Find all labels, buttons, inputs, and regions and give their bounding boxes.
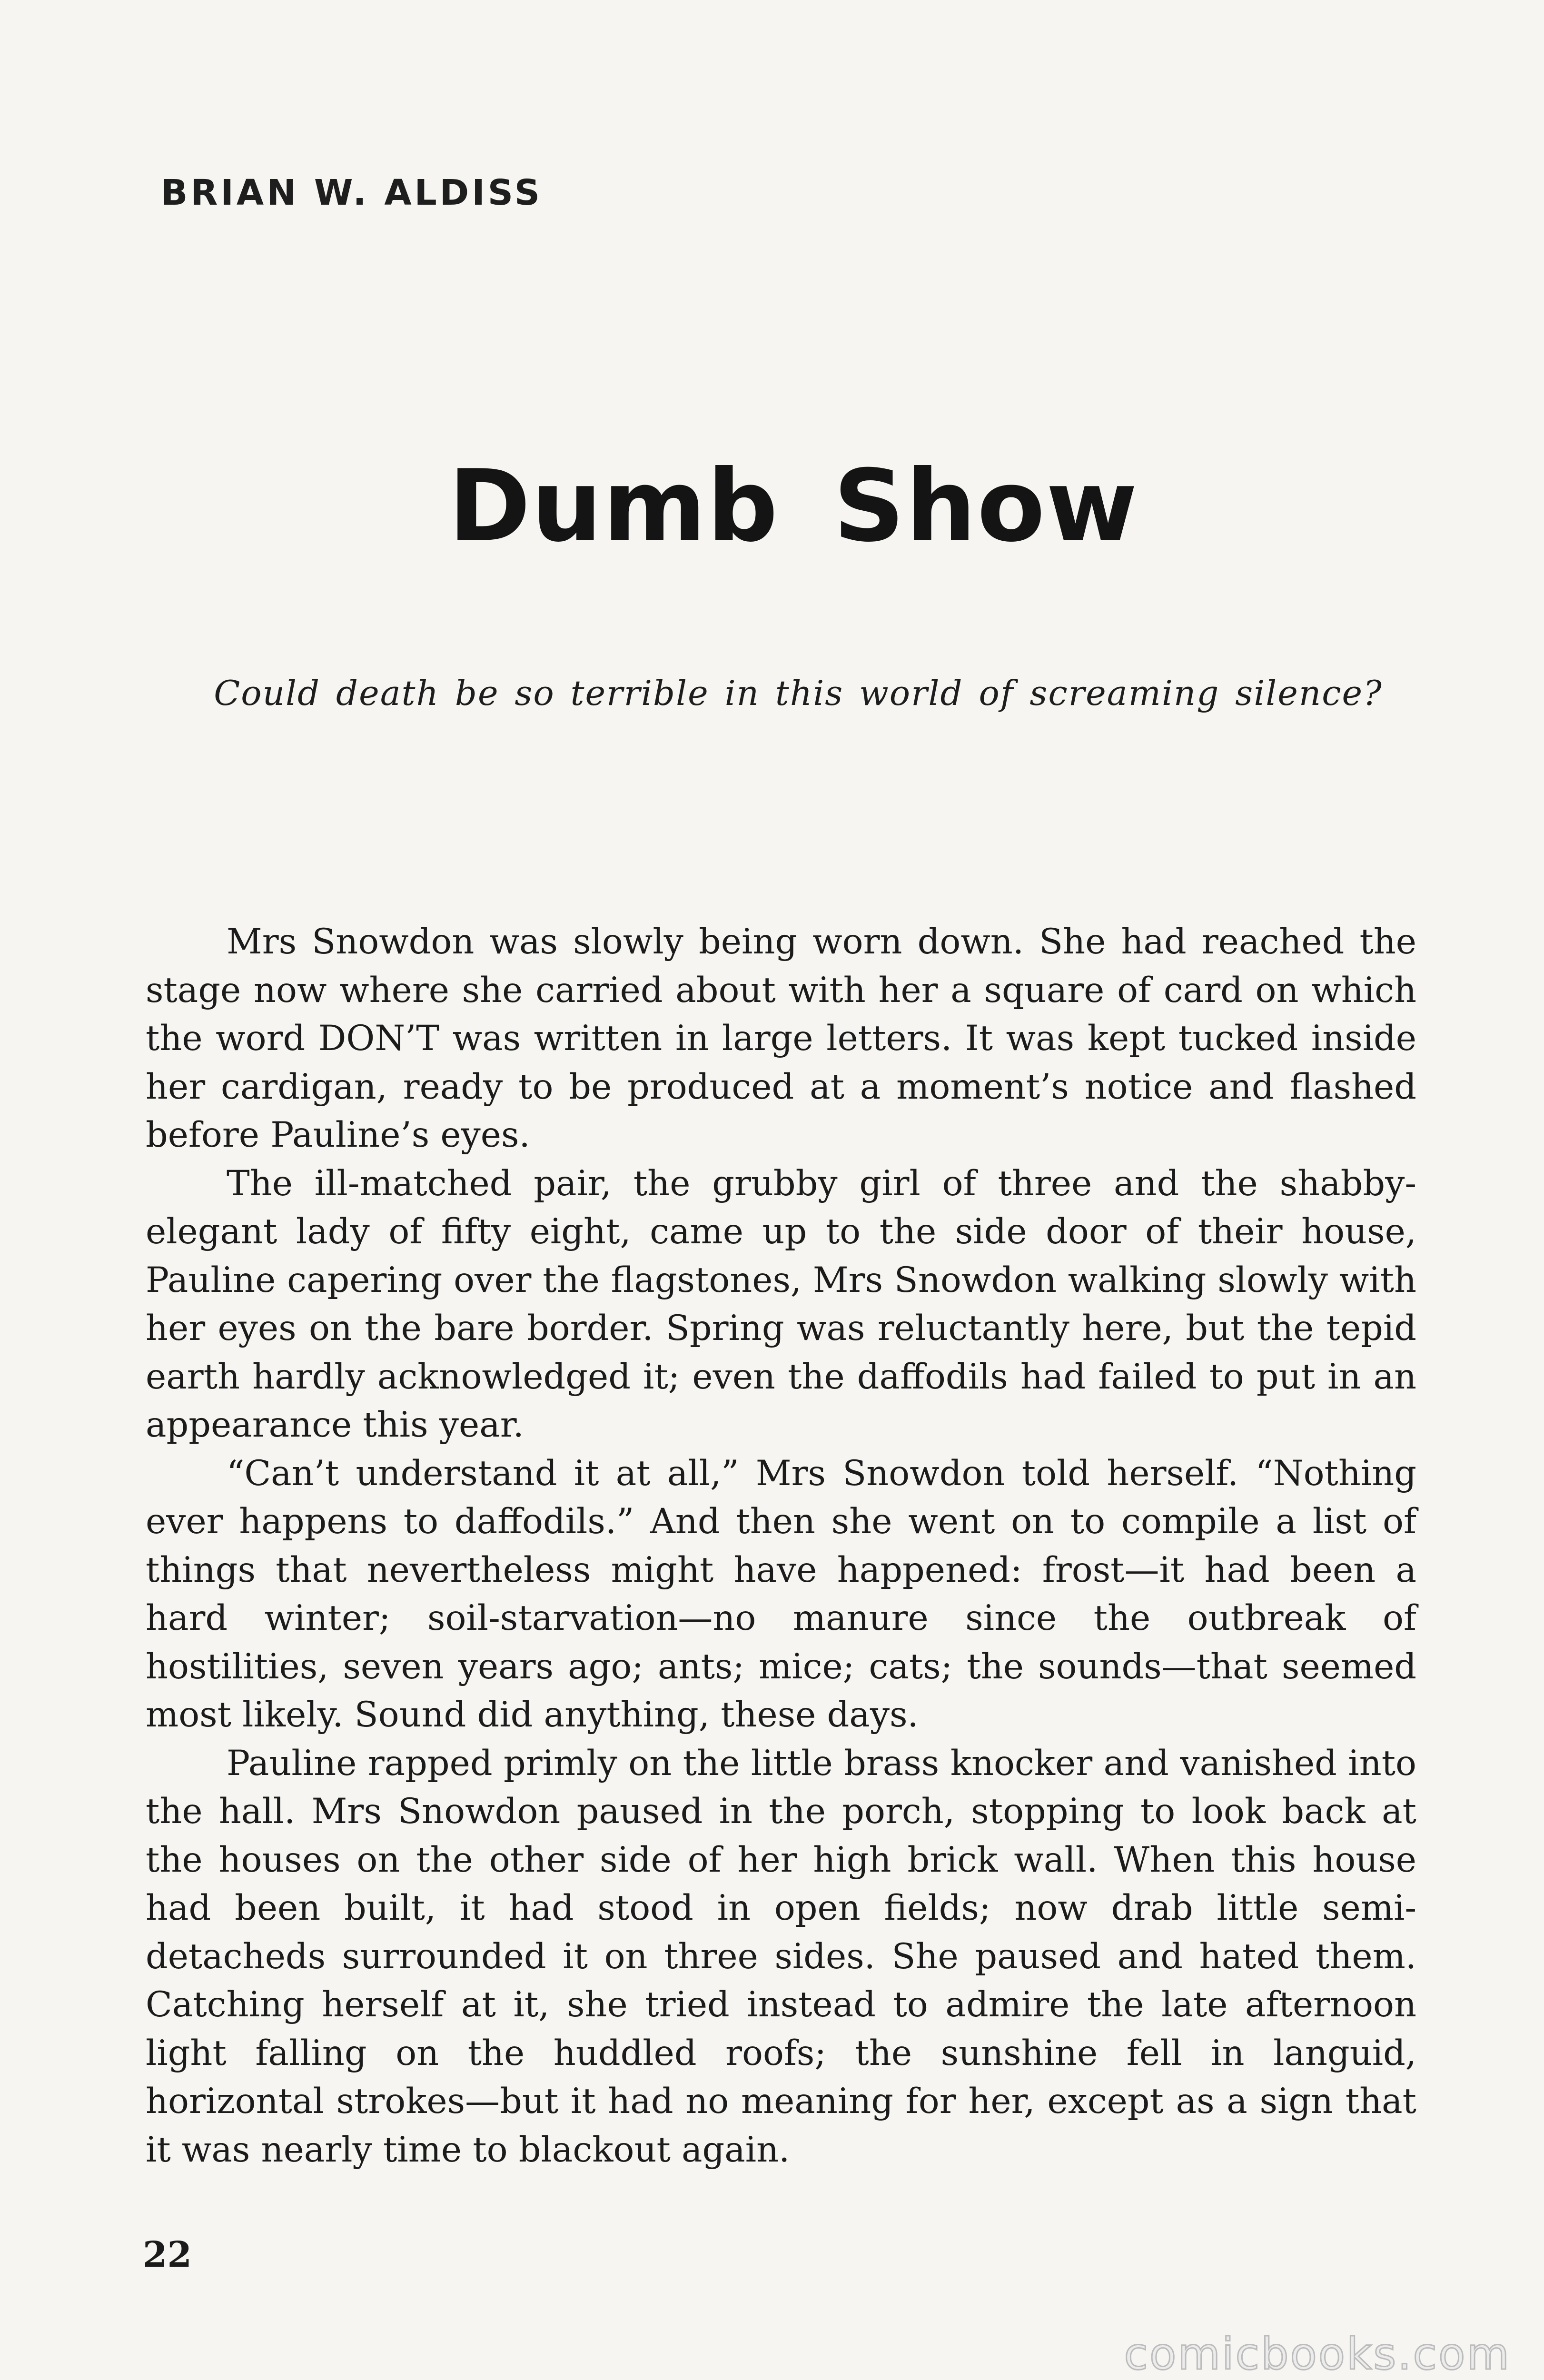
paragraph: Mrs Snowdon was slowly being worn down. She had reached the stage now where she carried about with her a square of card on which the word DON’T was written in large letters. It was kept tucked inside her cardigan, ready to be produced at a moment’s notice and flashed before Pauline’s eyes. <box>146 922 1416 1155</box>
story-body <box>146 918 1416 2174</box>
paragraph: “Can’t understand it at all,” Mrs Snowdon told herself. “Nothing ever happens to daffodils.” And then she went on to compile a list of things that nevertheless might have happened: frost—it had been a hard winter; soil-starvation—no manure since the outbreak of hostilities, seven years ago; ants; mice; cats; the sounds—that seemed most likely. Sound did anything, these days. <box>146 1453 1416 1735</box>
watermark: comicbooks.com <box>1124 2329 1511 2380</box>
paragraph: The ill-matched pair, the grubby girl of three and the shabby-elegant lady of fifty eight, came up to the side door of their house, Pauline capering over the flagstones, Mrs Snowdon walking slowly with her eyes on the bare border. Spring was reluctantly here, but the tepid earth hardly acknowledged it; even the daffodils had failed to put in an appearance this year. <box>146 1163 1416 1445</box>
story-subtitle: Could death be so terrible in this world of screaming silence? <box>214 673 1383 713</box>
page-number: 22 <box>143 2234 192 2275</box>
paragraph: Pauline rapped primly on the little brass knocker and vanished into the hall. Mrs Snowdon paused in the porch, stopping to look back at the houses on the other side of her high brick wall. When this house had been built, it had stood in open fields; now drab little semi-detacheds surrounded it on three sides. She paused and hated them. Catching herself at it, she tried instead to admire the late afternoon light falling on the huddled roofs; the sunshine fell in languid, horizontal strokes—but it had no meaning for her, except as a sign that it was nearly time to blackout again. <box>146 1743 1416 2170</box>
story-title: Dumb Show <box>448 449 1138 564</box>
author-name: BRIAN W. ALDISS <box>161 172 543 213</box>
